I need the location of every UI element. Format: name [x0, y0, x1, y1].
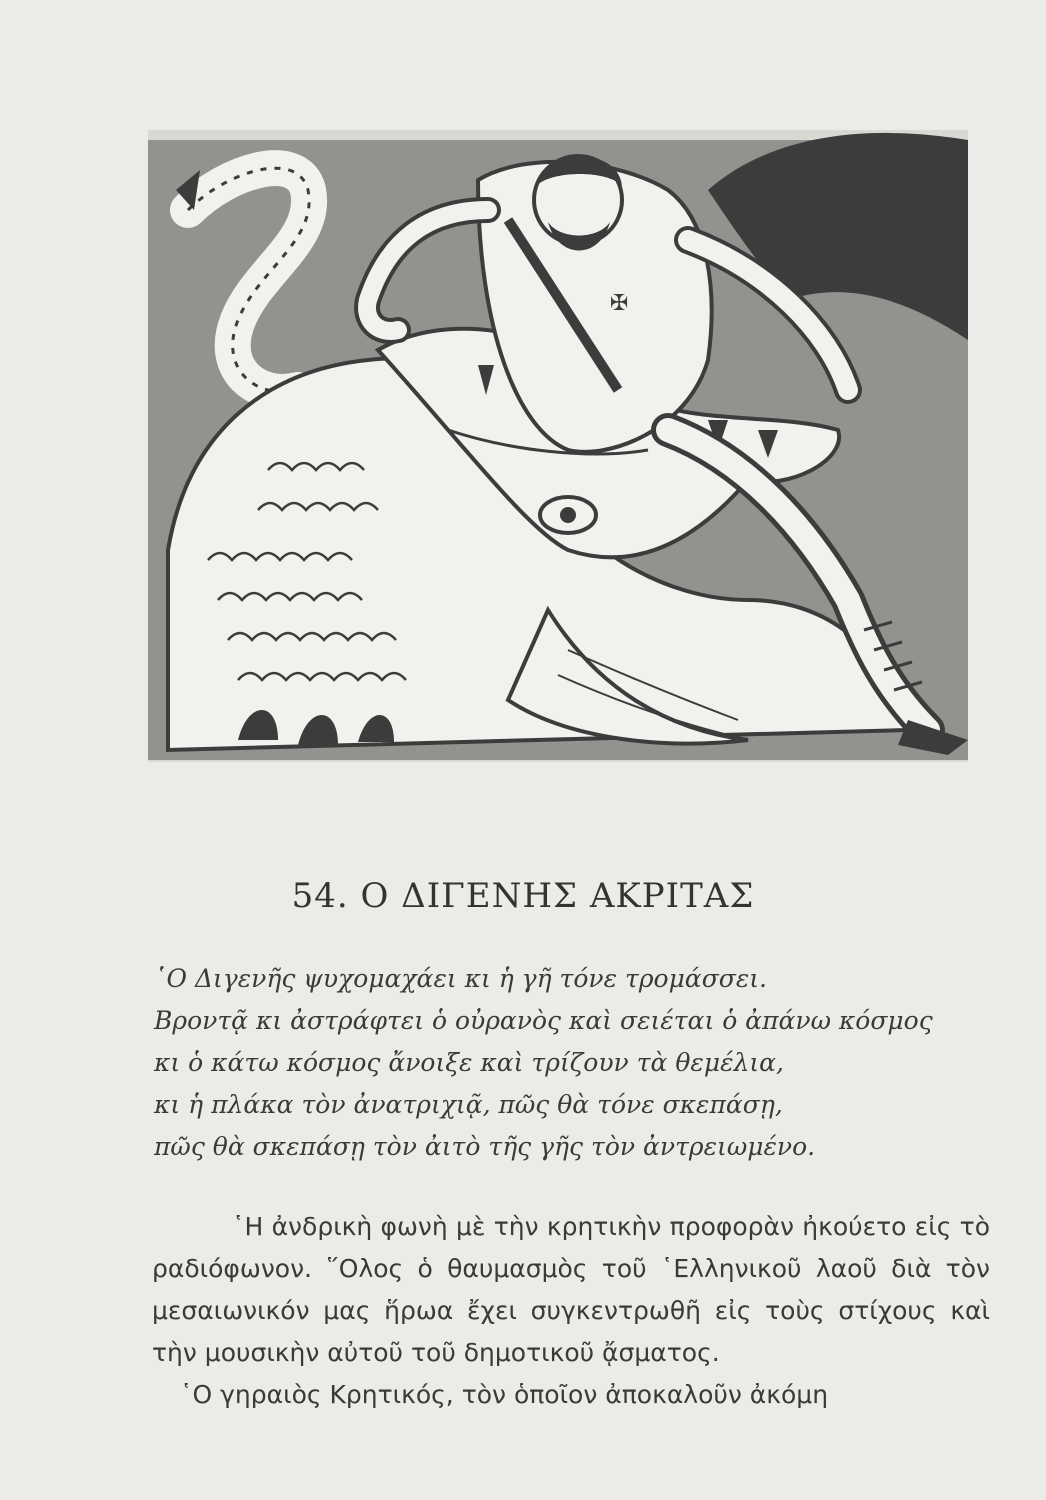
prose-block: [152, 1206, 990, 1416]
poem-line: Βροντᾷ κι ἀστράφτει ὁ οὐρανὸς καὶ σειέται ὁ ἀπάνω κόσμος: [154, 1006, 933, 1035]
poem-block: [154, 958, 974, 1168]
hero-dragon-icon: [148, 130, 968, 762]
poem-line: ῾Ο Διγενῆς ψυχομαχάει κι ἡ γῆ τόνε τρομάσσει.: [154, 964, 767, 993]
svg-text:✠: ✠: [610, 291, 629, 316]
chapter-title: 54. Ο ΔΙΓΕΝΗΣ ΑΚΡΙΤΑΣ: [291, 876, 755, 916]
prose-paragraph: ῾Ο γηραιὸς Κρητικός, τὸν ὁποῖον ἀποκαλοῦν ἀκόμη: [180, 1380, 829, 1409]
poem-line: πῶς θὰ σκεπάσῃ τὸν ἀιτὸ τῆς γῆς τὸν ἀντρειωμένο.: [154, 1132, 816, 1161]
woodcut-illustration: [148, 130, 968, 762]
prose-paragraph: ῾Η ἀνδρικὴ φωνὴ μὲ τὴν κρητικὴν προφορὰν ἠκούετο εἰς τὸ ραδιόφωνον. ῞Ολος ὁ θαυμασμὸς τοῦ ῾Ελληνικοῦ λαοῦ διὰ τὸν μεσαιωνικόν μας ἥρωα ἔχει συγκεντρωθῆ εἰς τοὺς στίχους καὶ τὴν μουσικὴν αὐτοῦ τοῦ δημοτικοῦ ᾄσματος.: [152, 1212, 990, 1367]
poem-line: κι ἡ πλάκα τὸν ἀνατριχιᾷ, πῶς θὰ τόνε σκεπάσῃ,: [154, 1090, 783, 1119]
poem-line: κι ὁ κάτω κόσμος ἄνοιξε καὶ τρίζουν τὰ θεμέλια,: [154, 1048, 784, 1077]
